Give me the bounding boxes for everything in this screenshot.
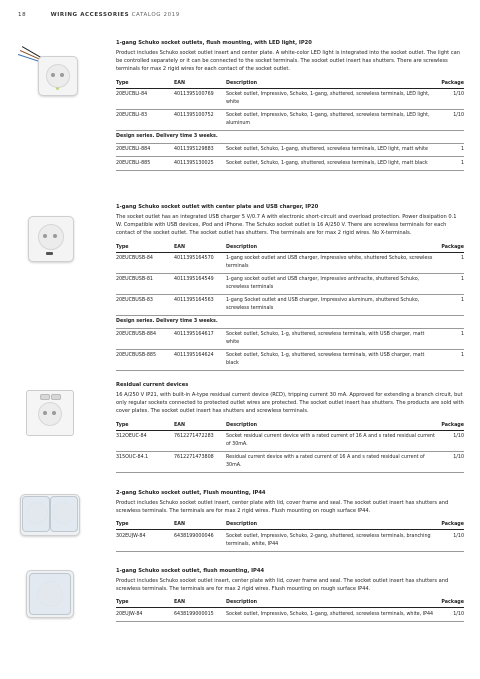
cell-description: Socket outlet, Impressivo, Schuko, 1-gang, shuttered, screwless terminals, LED light, white: [226, 88, 436, 109]
col-ean: EAN: [174, 80, 226, 89]
col-package: Package: [436, 244, 464, 253]
cell-description: Socket outlet, Schuko, 1-gang, shuttered, screwless terminals, LED light, matt black: [226, 157, 436, 171]
page-header: [18, 12, 180, 18]
catalog-title: WIRING ACCESSORIES: [50, 12, 130, 18]
cell-description: 1-gang socket outlet and USB charger, Impressivo white, shuttered Schuko, screwless terminals: [226, 252, 436, 273]
cell-package: 1: [436, 294, 464, 315]
group-row: [116, 316, 464, 329]
col-type: Type: [116, 244, 174, 253]
table-row: [116, 349, 464, 370]
cell-package: 1/10: [436, 608, 464, 622]
cell-description: Socket residual current device with a rated current of 16 A and s rated residual current of 30mA.: [226, 430, 436, 451]
table-row: [116, 143, 464, 157]
cell-type: 20EUCBUSB-84: [116, 252, 174, 273]
cell-package: 1/10: [436, 451, 464, 472]
1gang-ip44-socket-image: [16, 570, 80, 630]
cell-ean: 7612271473808: [174, 451, 226, 472]
product-table: [116, 422, 464, 473]
table-row: [116, 273, 464, 294]
cell-type: 20EUCBUSB-884: [116, 328, 174, 349]
cell-package: 1/10: [436, 430, 464, 451]
section-title: 1-gang Schuko socket outlets, flush mounting, with LED light, IP20: [116, 40, 312, 46]
col-ean: EAN: [174, 521, 226, 530]
col-description: Description: [226, 599, 436, 608]
cell-type: 312OEUC-84: [116, 430, 174, 451]
cell-type: 20EUCBLI-884: [116, 143, 174, 157]
cell-description: 1-gang Socket outlet and USB charger, Impressivo aluminum, shuttered Schuko, screwless terminals: [226, 294, 436, 315]
col-ean: EAN: [174, 244, 226, 253]
product-table: [116, 244, 464, 372]
col-description: Description: [226, 244, 436, 253]
cell-type: 20EUCBUSB-81: [116, 273, 174, 294]
cell-type: 20EUCBLI-885: [116, 157, 174, 171]
group-row: [116, 130, 464, 143]
section-title: 1-gang Schuko socket outlet, flush mounting, IP44: [116, 568, 265, 574]
table-row: [116, 530, 464, 551]
cell-package: 1: [436, 157, 464, 171]
group-label: Design series. Delivery time 3 weeks.: [116, 130, 464, 143]
2gang-socket-image: [16, 492, 80, 552]
cell-ean: 4011395129883: [174, 143, 226, 157]
cell-ean: 4011395164549: [174, 273, 226, 294]
cell-ean: 6438199000015: [174, 608, 226, 622]
group-label: Design series. Delivery time 3 weeks.: [116, 316, 464, 329]
rcd-image: [16, 386, 80, 446]
usb-socket-image: [16, 212, 80, 272]
cell-package: 1: [436, 349, 464, 370]
table-row: [116, 608, 464, 622]
table-row: [116, 294, 464, 315]
catalog-subtitle: CATALOG 2019: [131, 12, 180, 18]
col-package: Package: [436, 422, 464, 431]
product-table: [116, 521, 464, 551]
cell-type: 20EUJW-84: [116, 608, 174, 622]
page-number: 18: [18, 12, 27, 18]
table-row: [116, 430, 464, 451]
col-ean: EAN: [174, 599, 226, 608]
cell-package: 1/10: [436, 530, 464, 551]
col-type: Type: [116, 80, 174, 89]
cell-ean: 4011395164570: [174, 252, 226, 273]
cell-description: Socket outlet, Schuko, 1-g, shuttered, screwless terminals, with USB charger, matt black: [226, 349, 436, 370]
section-description: The socket outlet has an integrated USB charger 5 V/0.7 A with electronic short-circuit and overload protection. Power dissipation 0.1 W. Compatible with USB devices, iPod and iPhone. The Schuko socket outlet is 16 A/250 V. There are screwless terminals for each contact of the socket outlet. The socket outlet has shutters. The terminals are for max 2 rigid wires. No X-terminals.: [116, 214, 457, 237]
cell-package: 1/10: [436, 88, 464, 109]
cell-type: 315OUC-84.1: [116, 451, 174, 472]
cell-type: 20EUCBUSB-83: [116, 294, 174, 315]
col-description: Description: [226, 521, 436, 530]
section-title: 1-gang Schuko socket outlet with center plate and USB charger, IP20: [116, 204, 319, 210]
cell-type: 302EUJW-84: [116, 530, 174, 551]
section-description: Product includes Schuko socket outlet insert, center plate with lid, cover frame and seal. The socket outlet insert has shutters and screwless terminals. The terminals are for max 2 rigid wires. Flush mounting on rough surface IP44.: [116, 578, 449, 593]
product-table: [116, 599, 464, 622]
cell-ean: 4011395164624: [174, 349, 226, 370]
cell-package: 1: [436, 328, 464, 349]
cell-package: 1: [436, 252, 464, 273]
col-ean: EAN: [174, 422, 226, 431]
cell-ean: 4011395100769: [174, 88, 226, 109]
cell-type: 20EUCBLI-83: [116, 109, 174, 130]
cell-package: 1: [436, 143, 464, 157]
section-description: 16 A/250 V IP21, with built-in A-type residual current device (RCD), tripping current 30 mA. Approved for extending a branch circuit, but only regular sockets connected to protected outlet wires are protected. The socket outlet insert has shutters. The products are sold with cover plates. The socket outlet insert has shutters and screwless terminals.: [116, 392, 464, 415]
product-table: [116, 80, 464, 171]
col-package: Package: [436, 80, 464, 89]
cell-ean: 6438199000046: [174, 530, 226, 551]
cell-ean: 4011395164563: [174, 294, 226, 315]
cell-description: Socket outlet, Impressivo, Schuko, 1-gang, shuttered, screwless terminals, LED light, aluminum: [226, 109, 436, 130]
cell-description: Socket outlet, Schuko, 1-g, shuttered, screwless terminals, with USB charger, matt white: [226, 328, 436, 349]
cell-package: 1/10: [436, 109, 464, 130]
cell-description: Socket outlet, Schuko, 1-gang, shuttered, screwless terminals, LED light, matt white: [226, 143, 436, 157]
cell-ean: 7612271472283: [174, 430, 226, 451]
section-title: 2-gang Schuko socket outlet, Flush mounting, IP44: [116, 490, 266, 496]
col-package: Package: [436, 599, 464, 608]
col-type: Type: [116, 521, 174, 530]
section-description: Product includes Schuko socket outlet insert, center plate with lid, cover frame and seal. The socket outlet insert has shutters and screwless terminals. The terminals are for max 2 rigid wires. Flush mounting on rough surface IP44.: [116, 500, 449, 515]
col-description: Description: [226, 422, 436, 431]
cell-ean: 4011395130025: [174, 157, 226, 171]
table-row: [116, 109, 464, 130]
cell-ean: 4011395100752: [174, 109, 226, 130]
cell-package: 1: [436, 273, 464, 294]
col-description: Description: [226, 80, 436, 89]
table-row: [116, 88, 464, 109]
cell-description: 1-gang socket outlet and USB charger, Impressivo anthracite, shuttered Schuko, screwless terminals: [226, 273, 436, 294]
cell-type: 20EUCBLI-84: [116, 88, 174, 109]
led-socket-image: [16, 40, 80, 100]
cell-type: 20EUCBUSB-885: [116, 349, 174, 370]
col-type: Type: [116, 599, 174, 608]
cell-description: Socket outlet, Impressivo, Schuko, 2-gang, shuttered, screwless terminals, branching terminals, white, IP44: [226, 530, 436, 551]
table-row: [116, 328, 464, 349]
table-row: [116, 451, 464, 472]
section-title: Residual current devices: [116, 382, 189, 388]
cell-ean: 4011395164617: [174, 328, 226, 349]
cell-description: Residual current device with a rated current of 16 A and s rated residual current of 30mA.: [226, 451, 436, 472]
col-package: Package: [436, 521, 464, 530]
table-row: [116, 252, 464, 273]
table-row: [116, 157, 464, 171]
col-type: Type: [116, 422, 174, 431]
cell-description: Socket outlet, Impressivo, Schuko, 1-gang, shuttered, screwless terminals, white, IP44: [226, 608, 436, 622]
section-description: Product includes Schuko socket outlet insert and center plate. A white-color LED light is integrated into the socket outlet. The light can be controlled separately or it can be connected to the socket terminals. The socket outlet insert has shutters. There are screwless terminals for max 2 rigid wires for each contact of the socket outlet.: [116, 50, 460, 73]
